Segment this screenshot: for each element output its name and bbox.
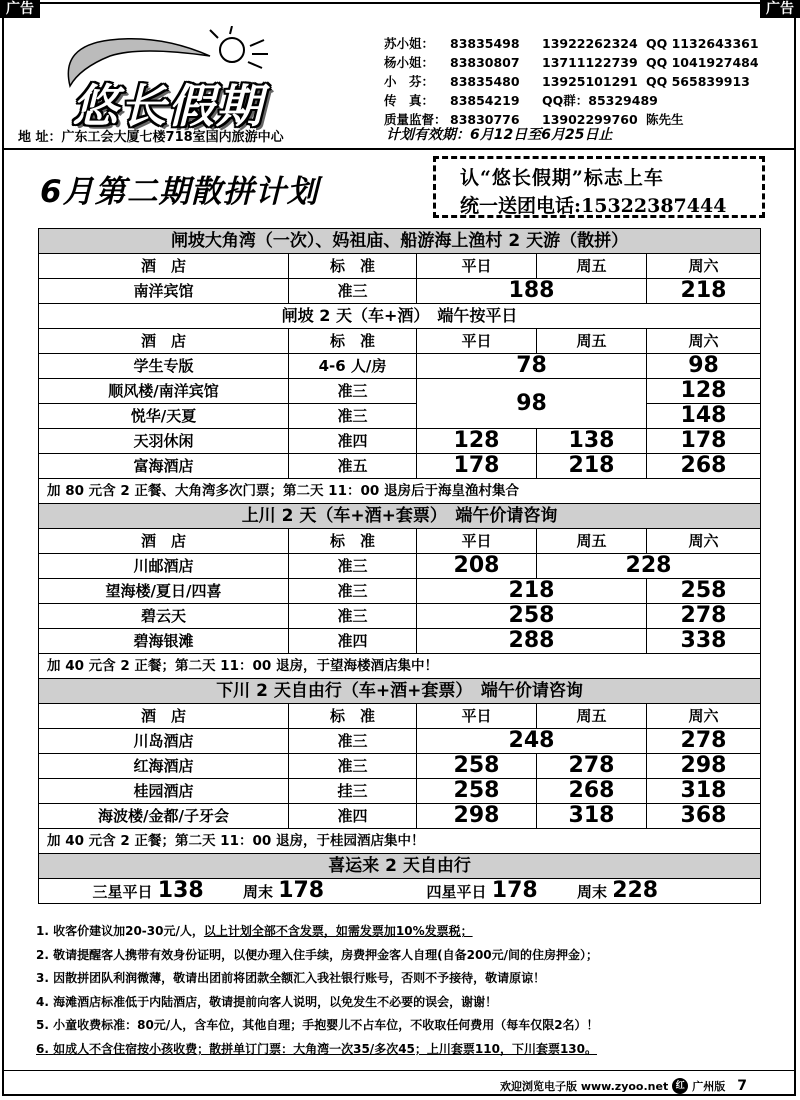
- price: 318: [647, 779, 761, 804]
- hotel-standard: 挂三: [289, 779, 417, 804]
- contact-row: [384, 72, 759, 91]
- note-item: [36, 920, 776, 944]
- price: 298: [417, 804, 537, 829]
- price: 178: [491, 878, 538, 903]
- boarding-notice: [433, 156, 765, 218]
- hotel-standard: 准四: [289, 429, 417, 454]
- divider: [4, 1070, 794, 1071]
- hotel-name: 望海楼/夏日/四喜: [39, 579, 289, 604]
- hotel-standard: 4-6 人/房: [289, 354, 417, 379]
- col-saturday: 周六: [647, 704, 761, 729]
- hotel-name: 川岛酒店: [39, 729, 289, 754]
- address: 地 址：广东工会大厦七楼718室国内旅游中心: [18, 130, 284, 145]
- price: 248: [417, 729, 647, 754]
- note-number: 5.: [36, 1018, 49, 1032]
- section-header: [39, 304, 761, 329]
- contact-label: 小 芬：: [384, 74, 435, 89]
- contact-row: [384, 53, 759, 72]
- boarding-notice-line1: 认“悠长假期”标志上车: [460, 167, 664, 189]
- col-weekday: 平日: [417, 529, 537, 554]
- table-row: [39, 729, 761, 754]
- contact-qq-group: QQ群：85329489: [542, 93, 658, 108]
- note-text: 收客价建议加20-30元/人，: [53, 924, 204, 938]
- contact-label: 质量监督：: [384, 112, 447, 127]
- price: 288: [417, 629, 647, 654]
- red-badge-icon: 红: [672, 1078, 688, 1094]
- col-hotel: 酒 店: [39, 704, 289, 729]
- price: 148: [647, 404, 761, 429]
- price: 218: [417, 579, 647, 604]
- hotel-name: 碧云天: [39, 604, 289, 629]
- price: 278: [647, 729, 761, 754]
- price: 98: [417, 379, 647, 429]
- note-number: 6.: [36, 1041, 49, 1056]
- table-row: [39, 279, 761, 304]
- hotel-name: 南洋宾馆: [39, 279, 289, 304]
- note-number: 1.: [36, 924, 49, 938]
- table-row: [39, 379, 761, 404]
- section-title: 上川 2 天（车+酒+套票） 端午价请咨询: [39, 504, 761, 529]
- hotel-standard: 准三: [289, 279, 417, 304]
- col-weekday: 平日: [417, 329, 537, 354]
- section-header: [39, 229, 761, 254]
- note-text-underlined: 如成人不含住宿按小孩收费；散拼单订门票：大角湾一次35/多次45；上川套票110，下川套票130。: [53, 1041, 597, 1056]
- col-standard: 标 准: [289, 254, 417, 279]
- section-title: 下川 2 天自由行（车+酒+套票） 端午价请咨询: [39, 679, 761, 704]
- col-hotel: 酒 店: [39, 529, 289, 554]
- hotel-name: 桂园酒店: [39, 779, 289, 804]
- col-standard: 标 准: [289, 704, 417, 729]
- table-row: [39, 879, 761, 904]
- table-header-row: [39, 704, 761, 729]
- note-text-underlined: 以上计划全部不含发票，如需发票加10%发票税；: [203, 924, 473, 938]
- hotel-name: 红海酒店: [39, 754, 289, 779]
- contact-label: 传 真：: [384, 93, 435, 108]
- contact-mobile: 13925101291: [542, 74, 638, 89]
- price: 228: [612, 878, 659, 903]
- contact-person: 陈先生: [646, 112, 684, 127]
- boarding-notice-phone: 统一送团电话:15322387444: [460, 195, 727, 217]
- price: 218: [537, 454, 647, 479]
- price: 178: [417, 454, 537, 479]
- note-item: [36, 1038, 776, 1062]
- hotel-standard: 准三: [289, 404, 417, 429]
- col-standard: 标 准: [289, 329, 417, 354]
- note-number: 3.: [36, 971, 49, 985]
- note-item: [36, 1014, 776, 1038]
- table-row: [39, 754, 761, 779]
- col-friday: 周五: [537, 329, 647, 354]
- brand-logo: [50, 26, 350, 133]
- price: 278: [537, 754, 647, 779]
- hotel-name: 天羽休闲: [39, 429, 289, 454]
- col-hotel: 酒 店: [39, 254, 289, 279]
- table-row: [39, 779, 761, 804]
- hotel-name: 碧海银滩: [39, 629, 289, 654]
- contact-phone: 83830776: [450, 112, 520, 127]
- section-title: 喜运来 2 天自由行: [39, 854, 761, 879]
- contact-mobile: 13711122739: [542, 55, 638, 70]
- plan-validity: 计划有效期：6月12日至6月25日止: [386, 127, 613, 143]
- contact-qq: QQ 1132643361: [646, 36, 759, 51]
- contact-phone: 83854219: [450, 93, 520, 108]
- note-row: [39, 654, 761, 679]
- col-hotel: 酒 店: [39, 329, 289, 354]
- hotel-standard: 准三: [289, 579, 417, 604]
- price: 188: [417, 279, 647, 304]
- hotel-standard: 准四: [289, 629, 417, 654]
- price: 318: [537, 804, 647, 829]
- table-row: [39, 629, 761, 654]
- hotel-standard: 准三: [289, 379, 417, 404]
- table-row: [39, 804, 761, 829]
- table-row: [39, 354, 761, 379]
- section-title: 闸坡 2 天（车+酒） 端午按平日: [39, 304, 761, 329]
- page-number: 7: [737, 1078, 747, 1094]
- note-item: [36, 991, 776, 1015]
- table-header-row: [39, 529, 761, 554]
- hotel-standard: 准五: [289, 454, 417, 479]
- price: 138: [157, 878, 204, 903]
- hotel-standard: 准三: [289, 554, 417, 579]
- contact-phone: 83835480: [450, 74, 520, 89]
- contact-mobile: 13902299760: [542, 112, 638, 127]
- section-header: [39, 679, 761, 704]
- ad-tag-left: 广告: [0, 0, 40, 18]
- hotel-name: 悦华/天夏: [39, 404, 289, 429]
- note-number: 2.: [36, 947, 49, 962]
- table-row: [39, 404, 761, 429]
- col-saturday: 周六: [647, 529, 761, 554]
- note-item: [36, 967, 776, 991]
- price: 368: [647, 804, 761, 829]
- note-text: 小童收费标准：80元/人，含车位，其他自理；手抱婴儿不占车位，不收取任何费用（每车仅限2名）！: [53, 1018, 599, 1032]
- section-note: 加 40 元含 2 正餐；第二天 11：00 退房，于桂园酒店集中！: [39, 829, 761, 854]
- contact-row: [384, 34, 759, 53]
- price: 258: [417, 604, 647, 629]
- logo-text: 悠长假期: [72, 79, 264, 133]
- hotel-name: 学生专版: [39, 354, 289, 379]
- contact-label: 苏小姐：: [384, 36, 435, 51]
- contact-phone: 83835498: [450, 36, 520, 51]
- price: 128: [417, 429, 537, 454]
- price-label: 周末: [242, 882, 273, 901]
- note-item: [36, 944, 776, 968]
- price-table: [38, 228, 761, 904]
- edition-label: 广州版: [692, 1080, 726, 1093]
- section-note: 加 80 元含 2 正餐、大角湾多次门票；第二天 11：00 退房后于海皇渔村集合: [39, 479, 761, 504]
- page-footer: [500, 1078, 747, 1094]
- col-weekday: 平日: [417, 254, 537, 279]
- contact-row: [384, 91, 759, 110]
- hotel-standard: 准三: [289, 754, 417, 779]
- hotel-name: 富海酒店: [39, 454, 289, 479]
- table-row: [39, 454, 761, 479]
- col-saturday: 周六: [647, 254, 761, 279]
- table-row: [39, 429, 761, 454]
- contact-label: 杨小姐：: [384, 55, 435, 70]
- col-friday: 周五: [537, 254, 647, 279]
- hotel-standard: 准四: [289, 804, 417, 829]
- notes-list: [36, 920, 776, 1061]
- note-text: 海滩酒店标准低于内陆酒店，敬请提前向客人说明，以免发生不必要的误会，谢谢！: [53, 994, 498, 1009]
- ad-tag-right: 广告: [760, 0, 800, 18]
- contact-qq: QQ 565839913: [646, 74, 750, 89]
- page-title: 6月第二期散拼计划: [40, 174, 319, 210]
- section-header: [39, 854, 761, 879]
- table-header-row: [39, 254, 761, 279]
- note-number: 4.: [36, 994, 49, 1009]
- price: 338: [647, 629, 761, 654]
- section-note: 加 40 元含 2 正餐；第二天 11：00 退房，于望海楼酒店集中！: [39, 654, 761, 679]
- price: 98: [647, 354, 761, 379]
- note-text: 敬请提醒客人携带有效身份证明，以便办理入住手续，房费押金客人自理(自备200元/间的住房押金）；: [53, 947, 599, 962]
- price: 278: [647, 604, 761, 629]
- price-label: 三星平日: [92, 882, 153, 901]
- price: 138: [537, 429, 647, 454]
- table-row: [39, 579, 761, 604]
- footer-text: 欢迎浏览电子版 www.zyoo.net: [500, 1080, 669, 1093]
- note-row: [39, 829, 761, 854]
- price: 208: [417, 554, 537, 579]
- price-label: 周末: [576, 882, 607, 901]
- hotel-name: 海波楼/金都/子牙会: [39, 804, 289, 829]
- hotel-standard: 准三: [289, 604, 417, 629]
- table-row: [39, 554, 761, 579]
- xiyunlai-prices: [39, 879, 761, 904]
- price-label: 四星平日: [426, 882, 487, 901]
- price: 128: [647, 379, 761, 404]
- contact-qq: QQ 1041927484: [646, 55, 759, 70]
- hotel-name: 顺风楼/南洋宾馆: [39, 379, 289, 404]
- price: 178: [278, 878, 325, 903]
- price: 258: [417, 754, 537, 779]
- divider: [4, 148, 794, 150]
- table-header-row: [39, 329, 761, 354]
- col-standard: 标 准: [289, 529, 417, 554]
- section-header: [39, 504, 761, 529]
- contact-mobile: 13922262324: [542, 36, 638, 51]
- note-text: 因散拼团队利润微薄，敬请出团前将团款全额汇入我社银行账号，否则不予接待，敬请原谅！: [53, 971, 546, 985]
- price: 298: [647, 754, 761, 779]
- section-title: 闸坡大角湾（一次）、妈祖庙、船游海上渔村 2 天游（散拼）: [39, 229, 761, 254]
- hotel-standard: 准三: [289, 729, 417, 754]
- price: 258: [647, 579, 761, 604]
- col-friday: 周五: [537, 529, 647, 554]
- price: 218: [647, 279, 761, 304]
- col-saturday: 周六: [647, 329, 761, 354]
- contact-list: [384, 34, 759, 129]
- price: 258: [417, 779, 537, 804]
- price: 228: [537, 554, 761, 579]
- price: 268: [537, 779, 647, 804]
- col-weekday: 平日: [417, 704, 537, 729]
- price: 268: [647, 454, 761, 479]
- price: 178: [647, 429, 761, 454]
- table-row: [39, 604, 761, 629]
- price: 78: [417, 354, 647, 379]
- note-row: [39, 479, 761, 504]
- contact-phone: 83830807: [450, 55, 520, 70]
- col-friday: 周五: [537, 704, 647, 729]
- hotel-name: 川邮酒店: [39, 554, 289, 579]
